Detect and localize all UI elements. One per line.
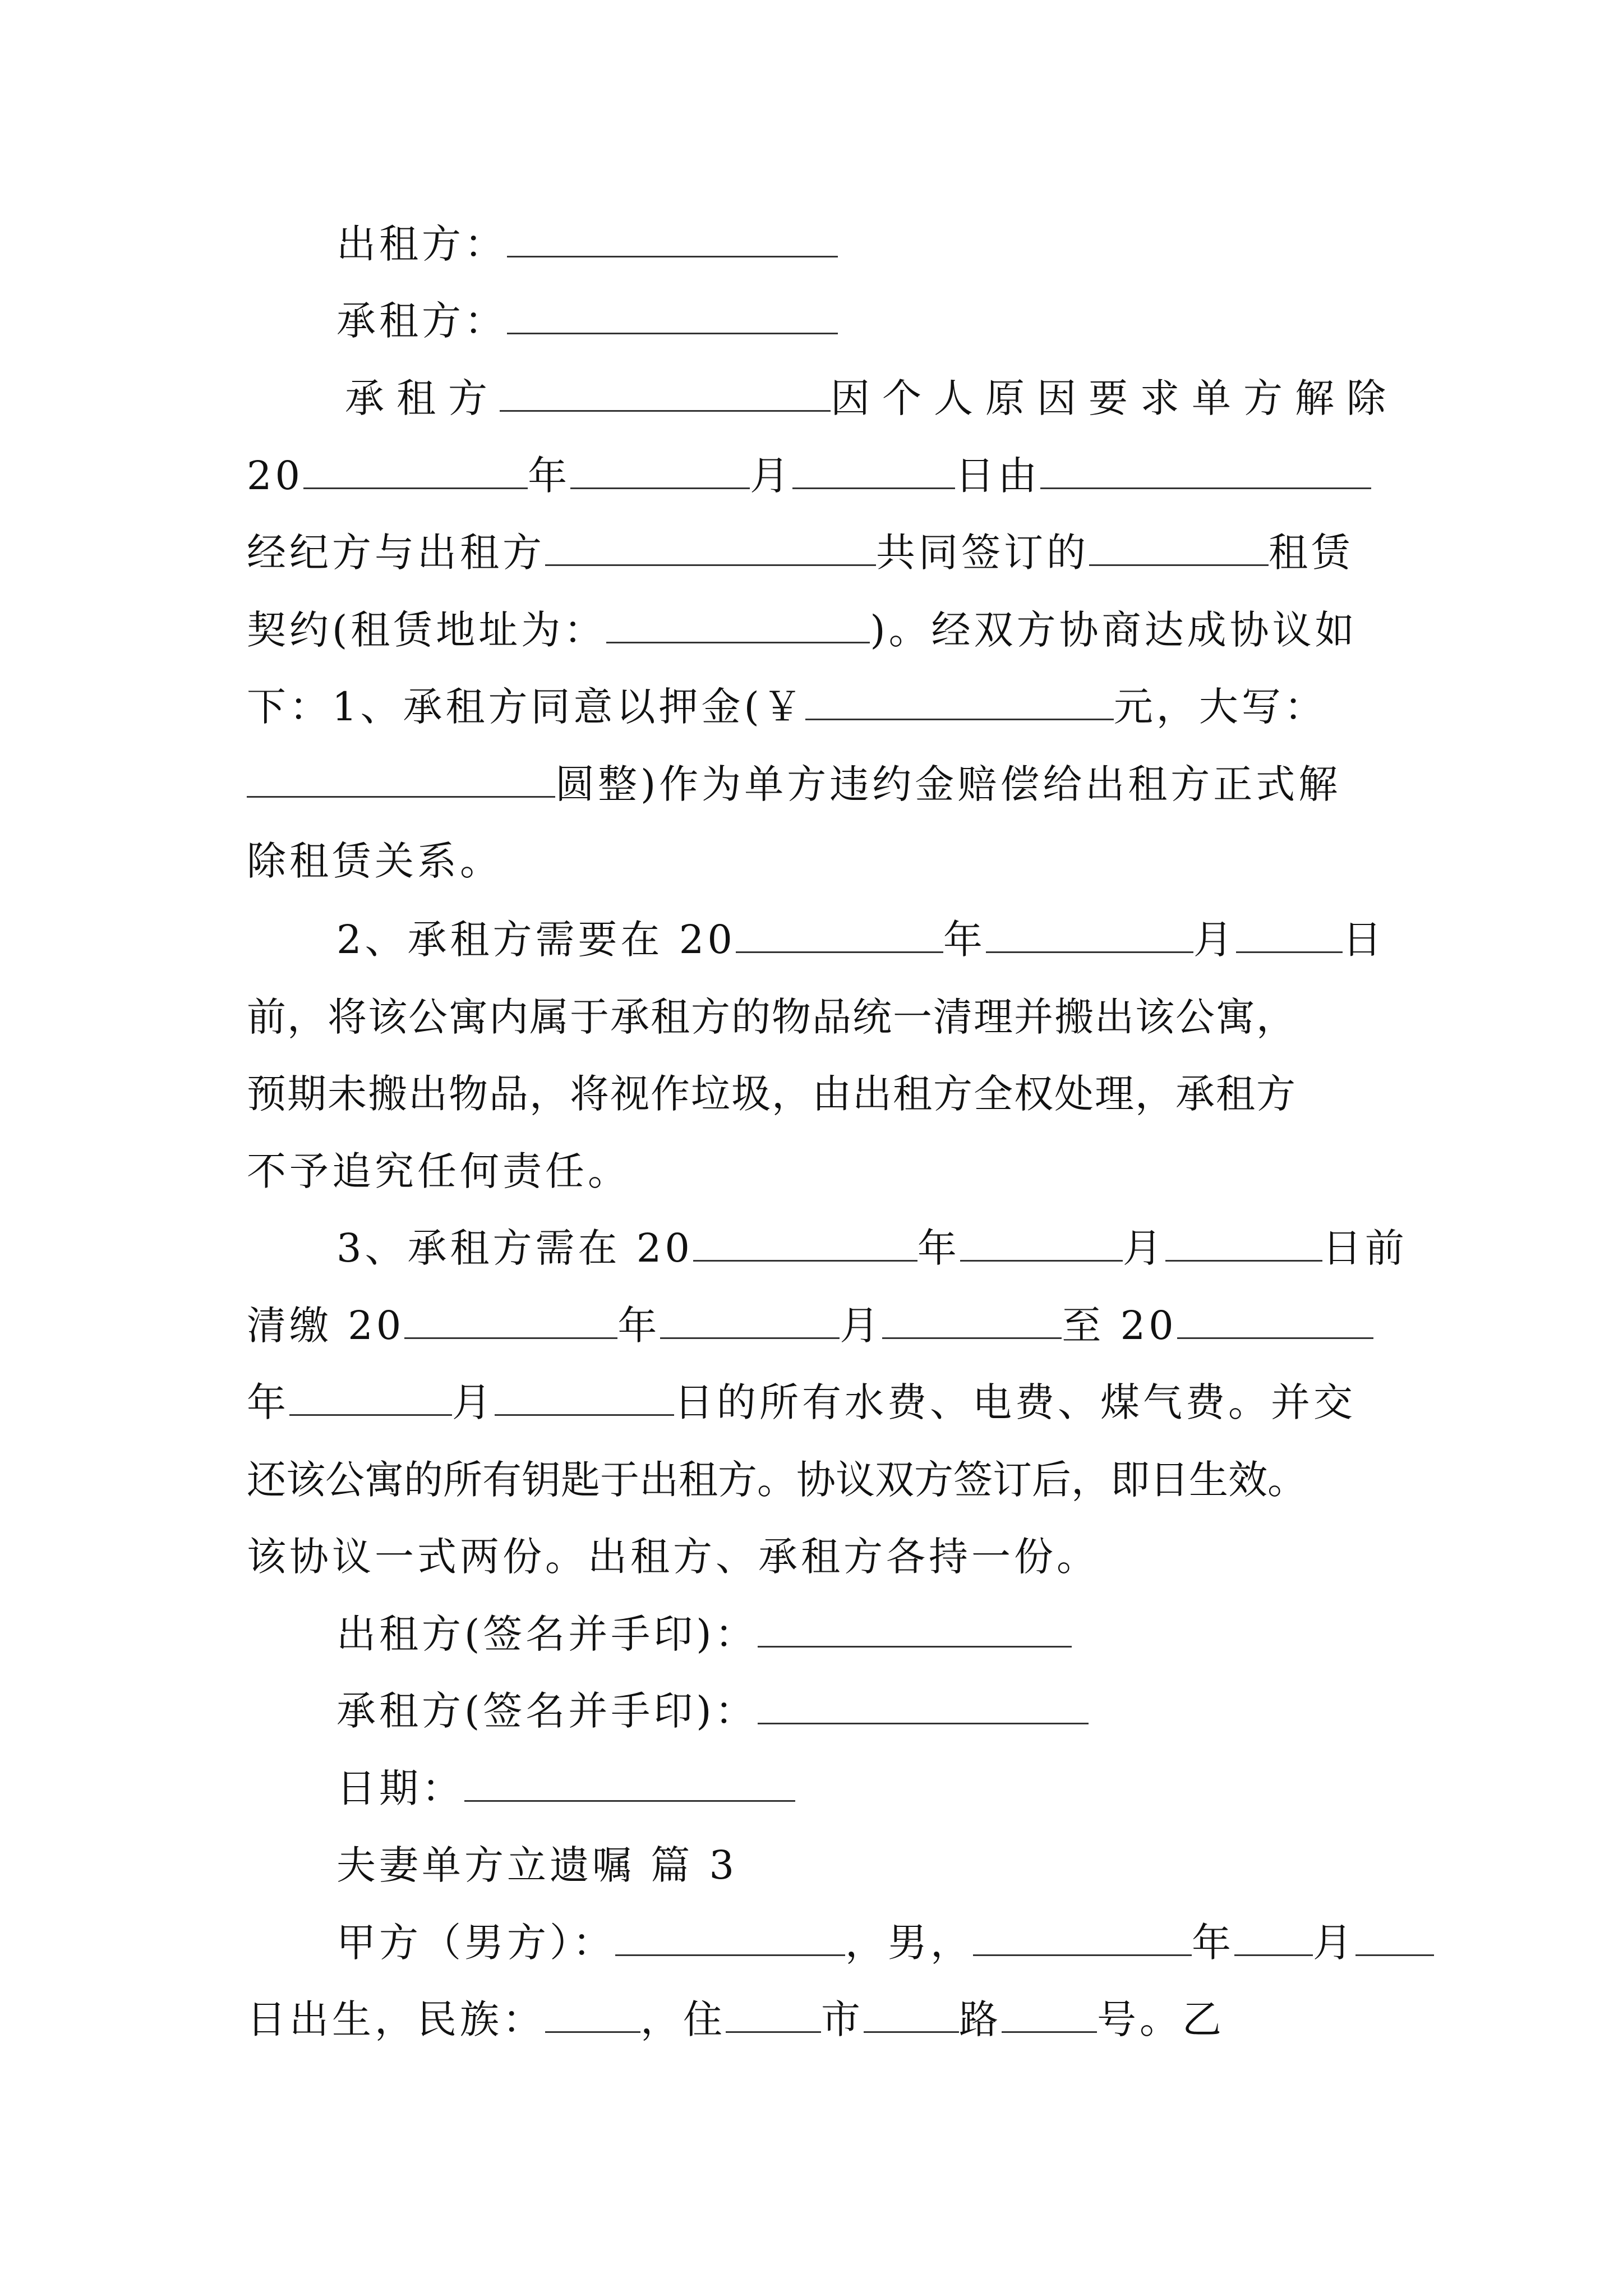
text-segment: 承租方：	[336, 298, 507, 344]
text-segment: 月	[1122, 1225, 1165, 1271]
blank-underline	[464, 1762, 795, 1802]
text-line	[247, 524, 1354, 581]
text-segment: 预期未搬出物品，将视作垃圾，由出租方全权处理，承租方	[247, 1071, 1297, 1117]
blank-underline	[660, 1299, 840, 1339]
text-line	[247, 602, 1358, 658]
text-segment: 路	[959, 1996, 1002, 2042]
text-segment: 市	[821, 1996, 864, 2042]
text-segment: 下：1、承租方同意以押金(￥	[247, 684, 805, 730]
text-segment: 日出生，民族：	[247, 1996, 545, 2042]
text-line	[247, 1066, 1297, 1122]
blank-underline	[545, 526, 876, 566]
text-segment: 圆整)作为单方违约金赔偿给出租方正式解	[555, 761, 1341, 807]
blank-underline	[792, 449, 955, 489]
text-segment: 日	[1342, 917, 1385, 963]
text-line	[336, 216, 838, 272]
blank-underline	[615, 1916, 845, 1956]
blank-underline	[1040, 449, 1371, 489]
blank-underline	[960, 1222, 1123, 1262]
blank-underline	[303, 449, 528, 489]
text-segment: 元，大写：	[1113, 684, 1327, 730]
blank-underline	[507, 295, 838, 334]
text-line	[247, 679, 1327, 735]
text-segment: 3、承租方需在 20	[336, 1225, 693, 1271]
text-line	[336, 293, 838, 349]
text-line	[336, 912, 1385, 968]
blank-underline	[805, 680, 1114, 720]
text-segment: 月	[452, 1379, 495, 1425]
blank-underline	[736, 913, 943, 953]
text-segment: 共同签订的	[876, 530, 1089, 576]
text-segment: 年	[247, 1379, 289, 1425]
text-line	[336, 1683, 1089, 1739]
text-segment: 月	[1193, 917, 1236, 963]
text-line	[247, 1143, 630, 1199]
text-line	[336, 1837, 737, 1893]
text-segment: 年	[943, 917, 986, 963]
blank-underline	[1165, 1222, 1322, 1262]
text-segment: 租赁	[1269, 530, 1354, 576]
text-segment: 经纪方与出租方	[247, 530, 545, 576]
blank-underline	[247, 758, 555, 798]
text-segment: 年	[1192, 1920, 1234, 1966]
text-line	[247, 1452, 1307, 1508]
text-segment: 前，将该公寓内属于承租方的物品统一清理并搬出该公寓，	[247, 994, 1297, 1040]
text-line	[336, 1606, 1072, 1662]
blank-underline	[864, 1993, 959, 2033]
text-segment: 因个人原因要求单方解除	[831, 375, 1398, 421]
blank-underline	[973, 1916, 1192, 1956]
blank-underline	[726, 1993, 821, 2033]
text-segment: 月	[750, 453, 793, 499]
text-segment: 日期：	[336, 1765, 464, 1811]
blank-underline	[1177, 1299, 1373, 1339]
blank-underline	[570, 449, 750, 489]
text-segment: 夫妻单方立遗嘱 篇 3	[336, 1842, 738, 1888]
text-line	[247, 448, 1371, 504]
text-line	[247, 989, 1297, 1045]
text-segment: ，男，	[845, 1920, 973, 1966]
text-segment: 不予追究任何责任。	[247, 1148, 630, 1194]
text-line	[336, 1915, 1434, 1971]
text-line	[247, 1991, 1225, 2047]
blank-underline	[404, 1299, 617, 1339]
blank-underline	[495, 1376, 674, 1416]
text-line	[247, 1374, 1356, 1430]
blank-underline	[1234, 1916, 1313, 1956]
text-segment: 至 20	[1062, 1303, 1177, 1349]
text-segment: 号。乙	[1097, 1996, 1225, 2042]
text-segment: 出租方：	[336, 221, 507, 267]
blank-underline	[693, 1222, 917, 1262]
text-segment: 年	[917, 1225, 960, 1271]
text-segment: 日前	[1322, 1225, 1408, 1271]
text-segment: 出租方(签名并手印)：	[336, 1611, 758, 1657]
text-segment: 20	[247, 453, 304, 499]
text-segment: 月	[1313, 1920, 1355, 1966]
text-segment: 年	[617, 1303, 661, 1349]
text-segment: 清缴 20	[247, 1303, 405, 1349]
blank-underline	[545, 1993, 640, 2033]
text-segment: 月	[840, 1303, 883, 1349]
blank-underline	[1355, 1916, 1434, 1956]
text-segment: 承租方(签名并手印)：	[336, 1688, 758, 1734]
text-segment: 甲方（男方）：	[336, 1920, 615, 1966]
text-segment: 2、承租方需要在 20	[336, 917, 736, 963]
blank-underline	[758, 1608, 1072, 1648]
text-line	[247, 1529, 1099, 1585]
text-segment: 除租赁关系。	[247, 838, 502, 884]
text-line	[247, 833, 502, 889]
blank-underline	[289, 1376, 452, 1416]
blank-underline	[500, 372, 831, 412]
blank-underline	[758, 1685, 1089, 1724]
text-segment: 承租方	[345, 375, 500, 421]
text-line	[345, 370, 1398, 426]
blank-underline	[1002, 1993, 1097, 2033]
blank-underline	[986, 913, 1193, 953]
text-segment: 日由	[955, 453, 1041, 499]
blank-underline	[606, 604, 870, 643]
text-line	[247, 1297, 1373, 1354]
blank-underline	[1089, 526, 1269, 566]
text-segment: ，住	[640, 1996, 726, 2042]
text-segment: )。经双方协商达成协议如	[870, 607, 1358, 653]
text-segment: 该协议一式两份。出租方、承租方各持一份。	[247, 1534, 1099, 1580]
blank-underline	[882, 1299, 1062, 1339]
text-segment: 契约(租赁地址为：	[247, 607, 607, 653]
text-line	[336, 1220, 1408, 1276]
text-line	[336, 1760, 795, 1816]
text-line	[247, 756, 1341, 812]
text-segment: 还该公寓的所有钥匙于出租方。协议双方签订后，即日生效。	[247, 1457, 1307, 1503]
text-segment: 年	[528, 453, 571, 499]
text-segment: 日的所有水费、电费、煤气费。并交	[674, 1379, 1356, 1425]
blank-underline	[1236, 913, 1343, 953]
blank-underline	[507, 218, 838, 257]
